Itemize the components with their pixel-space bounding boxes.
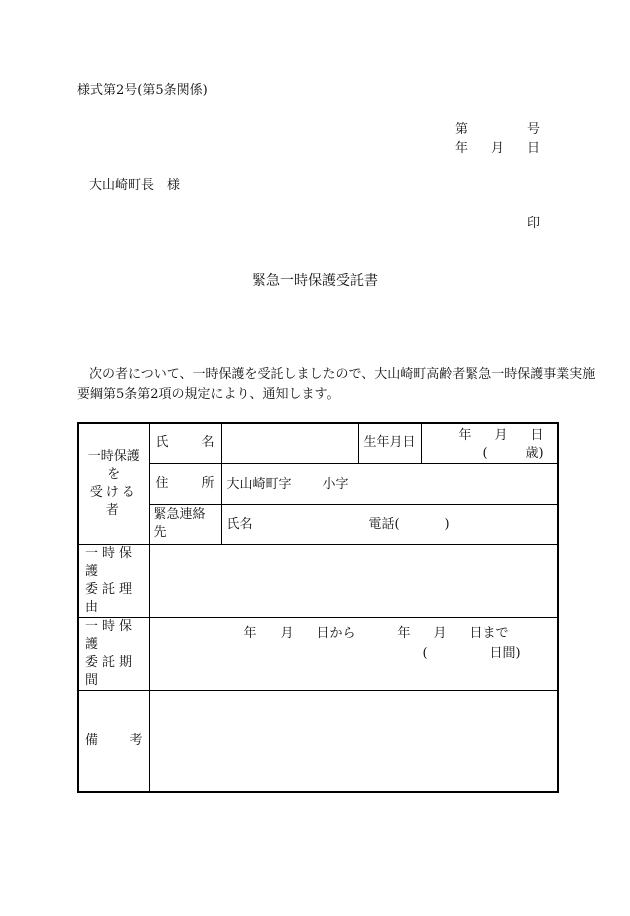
name-label-cell: [149, 423, 221, 463]
age-close: 歳): [525, 446, 544, 461]
document-title: 緊急一時保護受託書: [252, 273, 378, 289]
reason-value-cell[interactable]: [149, 544, 558, 617]
period-value-cell[interactable]: [149, 617, 558, 690]
birth-month-label: 月: [494, 428, 508, 443]
reason-label-cell: [78, 544, 149, 617]
recipient-group-label-line-2: 受ける者: [89, 484, 138, 518]
recipient-group-label: [78, 423, 149, 544]
emergency-name-label: 氏名: [226, 516, 253, 532]
table-row: [78, 690, 558, 792]
address-label-cell: [149, 463, 221, 504]
table-row: [78, 423, 558, 463]
address-value-subdivision: 小字: [322, 476, 349, 492]
remarks-label-2: 考: [129, 732, 143, 748]
reason-label-line-2: 委託理由: [85, 581, 137, 615]
table-row: [78, 463, 558, 504]
birth-label: 生年月日: [363, 435, 416, 451]
address-label-1: 住: [155, 475, 169, 491]
period-days-open: (: [422, 645, 428, 661]
age-open: (: [482, 446, 488, 461]
table-row: [78, 504, 558, 544]
period-to-day: 日まで: [469, 625, 509, 641]
emergency-contact-label: 緊急連絡先: [153, 507, 206, 540]
emergency-phone-close: ): [444, 516, 450, 532]
period-from-day: 日から: [316, 625, 356, 641]
document-number-suffix: 号: [527, 122, 541, 137]
period-label-line-1: 一時保護: [85, 618, 137, 652]
emergency-phone-open: 電話(: [368, 516, 400, 532]
period-label-cell: [78, 617, 149, 690]
form-number: 様式第2号(第5条関係): [77, 83, 208, 98]
period-label-line-2: 委託期間: [85, 654, 137, 688]
period-to-month: 月: [433, 625, 447, 641]
date-year-label: 年: [455, 141, 469, 156]
recipient-group-label-line-1: 一時保護を: [87, 448, 140, 482]
birth-year-label: 年: [458, 428, 472, 443]
birth-value-cell[interactable]: [421, 423, 558, 463]
period-to-year: 年: [397, 625, 411, 641]
address-value-prefix: 大山崎町字: [226, 476, 292, 492]
birth-label-cell: [358, 423, 421, 463]
emergency-label-cell: [149, 504, 221, 544]
table-row: [78, 617, 558, 690]
document-number-prefix: 第: [455, 122, 469, 137]
remarks-label-cell: [78, 690, 149, 792]
emergency-value-cell[interactable]: [221, 504, 558, 544]
period-days-close: 日間): [489, 645, 521, 661]
address-value-cell[interactable]: [221, 463, 558, 504]
birth-day-label: 日: [530, 428, 544, 443]
seal-mark: 印: [527, 216, 541, 231]
period-from-month: 月: [280, 625, 294, 641]
period-from-year: 年: [243, 625, 257, 641]
address-label-2: 所: [201, 475, 215, 491]
body-text-line-1: 次の者について、一時保護を受託しましたので、大山崎町高齢者緊急一時保護事業実施: [89, 367, 596, 382]
name-label-2: 名: [201, 435, 215, 451]
date-day-label: 日: [527, 141, 541, 156]
remarks-label-1: 備: [85, 732, 99, 748]
table-row: [78, 544, 558, 617]
name-value-cell[interactable]: [221, 423, 358, 463]
consignment-form-table: [77, 422, 559, 793]
remarks-value-cell[interactable]: [149, 690, 558, 792]
body-text-line-2: 要綱第5条第2項の規定により、通知します。: [77, 387, 340, 402]
name-label-1: 氏: [155, 435, 169, 451]
date-month-label: 月: [491, 141, 505, 156]
addressee: 大山崎町長 様: [89, 178, 181, 193]
reason-label-line-1: 一時保護: [85, 545, 137, 579]
